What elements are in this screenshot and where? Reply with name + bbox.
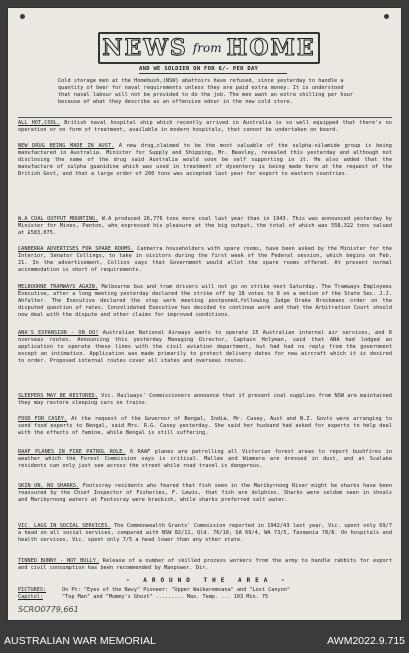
area-row-label: Capitol: bbox=[18, 594, 43, 600]
news-item bbox=[18, 216, 392, 237]
news-item bbox=[18, 143, 392, 178]
news-item bbox=[18, 284, 392, 319]
news-item-body: W.A produced 26,776 tons more coal last year than in 1943. This was announced yesterday by Minister for Mines, Panton, who expressed his pleasure at the big output, the total of which was 558,322 tons valued at £583,075. bbox=[18, 216, 392, 237]
news-item-body: Melbourne bus and tram drivers will not go on strike next Saturday. The Tramways Employees Executive, after a long meeting yesterday declared the strike off by 18 votes to 8 on a motion of the State Sec. J.J. Ahfalter. The Executive declared the stop work meeting postponed,following Judge Drake Brockmans order on the disputed question of rates. Consolidated Executive has decided to continue work and that the Arbitration Court should now deal with the dispute and other claims for improved conditions. bbox=[18, 284, 392, 319]
archive-footer bbox=[0, 628, 409, 653]
newsletter-sheet bbox=[8, 8, 401, 620]
news-item-body: At the request of the Governor of Bengal, India, Mr. Casey, Aust and N.Z. Govts were arranging to send food experts to Bengal, said Mrs. R.G. Casey yesterday. She said her husband had asked for experts to help deal with the effects of famine, while Bengal is still suffering. bbox=[18, 416, 392, 437]
news-item-heading: VIC. LAGS IN SOCIAL SERVICES. bbox=[18, 523, 111, 529]
news-item bbox=[18, 483, 392, 504]
masthead-news: NEWS bbox=[102, 35, 188, 61]
news-item bbox=[18, 523, 392, 544]
area-row-label: PICTURES: bbox=[18, 587, 47, 593]
area-row bbox=[18, 594, 392, 601]
subheading: AND WE SOLDIER ON FOR 6/- PER DAY bbox=[139, 66, 259, 72]
masthead-from: from bbox=[192, 41, 222, 55]
news-item-heading: SKIN ON, NO SHARKS. bbox=[18, 483, 80, 489]
area-row-text: On Pt: "Eyes of the Navy" Pioneer: "Upper Waikaremoana" and "Lost Canyon" bbox=[62, 587, 290, 593]
masthead bbox=[98, 32, 320, 64]
news-item-body: 6 RAAF planes are patrolling all Victorian forest areas to report bushfires in weather which the Forest Commission says is critical. Mallee and Wimmera are dressed in dust, and at Scalake residents can only just see across the street while road travel is dangerous. bbox=[18, 449, 392, 470]
news-item bbox=[18, 330, 392, 365]
masthead-home: HOME bbox=[226, 35, 316, 61]
subheading-rule bbox=[139, 73, 287, 74]
news-item bbox=[18, 558, 392, 572]
news-item-heading: TINNED BUNNY - NOT BULLY. bbox=[18, 558, 100, 564]
news-item bbox=[18, 416, 392, 437]
intro-paragraph: Cold storage men at the Homebush,(NSW) abattoirs have refused, since yesterday to handle a quantity of beer for naval requirements unless they are paid extra money. It is understood that naval labour will not be provided to do the job. The men want an extra shilling per hour because of what they describe as an offensive odour in the new cold store. bbox=[58, 78, 354, 106]
news-item-heading: ANA'S EXPANSION - ON DO! bbox=[18, 330, 99, 336]
around-the-area-heading: - AROUND THE AREA - bbox=[126, 577, 290, 584]
area-row-text: "Top Man" and "Mummy's Ghost" ......... Max. Temp. ... 103 Min. 75 bbox=[62, 594, 269, 600]
news-item bbox=[18, 120, 392, 134]
news-item-body: The Commonwealth Grants' Commission reported in 1942/43 last year, Vic. spent only 69/7 a head on all social services, compared with NSW 82/11, Qld. 76/10, SA 69/4, WA 73/5, Tasmania 78/8. On hospitals and health services, Vic. spent only 7/5 a head lower than any other state. bbox=[18, 523, 392, 544]
divider bbox=[18, 117, 392, 118]
punch-hole bbox=[384, 14, 389, 19]
footer-institution: AUSTRALIAN WAR MEMORIAL bbox=[4, 634, 156, 647]
news-item-body: Footscray residents who feared that fish seen in the Maribyrnong River might be sharks have been reassured by the Chief Inspector of Fisheries, F. Lewis, that fish are dolphins. Sharks were seldom seen in shoals and Maribyrnong waters at Footscray were brackish, while sharks preferred salt water. bbox=[18, 483, 393, 504]
news-item-heading: RAAF PLANES IN FIRE PATROL ROLE. bbox=[18, 449, 126, 455]
around-the-area-list bbox=[18, 587, 392, 601]
news-item-heading: FOOD FOR CASEY. bbox=[18, 416, 68, 422]
news-item-heading: SLEEPERS MAY BE RESTORED. bbox=[18, 393, 98, 399]
news-item-heading: CANBERRA ADVERTISES FOR SPARE ROOMS. bbox=[18, 246, 134, 252]
news-item-body: A new drug,claimed to be the most valuable of the sulpha-nilamide group is being manufactured in Australia. Minister for Supply and Shipping, Mr. Beasley, revealed this yesterday and although not disclosing the name of the drug said Australia would soon be self supporting in it. He also added that the manufacture of sulpha guanidine which was used in treatment of dysentery is being made here at the request of the British Govt, and that a large order of 200 tons was accepted last year for export to eastern countries. bbox=[18, 143, 392, 178]
news-item bbox=[18, 393, 392, 407]
punch-hole bbox=[20, 14, 25, 19]
news-item-body: Release of a number of skilled process workers from the army to handle rabbits for export and civil consumption has been recommended by Manpower. Dir. bbox=[18, 558, 392, 572]
footer-accession-number: AWM2022.9.715 bbox=[327, 634, 405, 647]
news-item-body: British naval hospital ship which recently arrived in Australia is so well equipped that there's no operation or no form of treatment, available in modern hospitals, that cannot be undertaken on board. bbox=[18, 120, 392, 134]
news-item-heading: NEW DRUG BEING MADE IN AUST. bbox=[18, 143, 115, 149]
news-item-heading: ALL HOT,COOL. bbox=[18, 120, 61, 126]
news-item-heading: W.A COAL OUTPUT MOUNTING. bbox=[18, 216, 99, 222]
area-row bbox=[18, 587, 392, 594]
handwritten-reference: SCRO0779,661 bbox=[18, 605, 79, 614]
news-item-body: Australian National Airways wants to operate 15 Australian internal air services, and 8 overseas routes. Announcing this yesterday Managing Director, Captain Holyman, said that ANA had lodged an application to operate these lines with the civil aviation department, but had had no reply from the government except an intimation. Application was made primarily to protect delivery dates for new aircraft which it is desired to order. Proposed internal routes cover all states and overseas routes. bbox=[18, 330, 392, 365]
news-item-body: Canberra householders with spare rooms, have been asked by the Minister for the Interior, Senator Collings, to take in visitors during the first week of the Federal session, which begins on Feb. 21. In the advertisement, Collins says that Government would allot the spare rooms offered. At present normal accommodation is short of requirements. bbox=[18, 246, 392, 274]
news-item-body: Vic. Railways' Commissioners announce that if present coal supplies from NSW are maintained they may restore sleeping cars on trains. bbox=[18, 393, 392, 407]
news-item bbox=[18, 449, 392, 470]
news-item bbox=[18, 246, 392, 274]
news-item-heading: MELBOURNE TRAMWAYS AGAIN. bbox=[18, 284, 99, 290]
